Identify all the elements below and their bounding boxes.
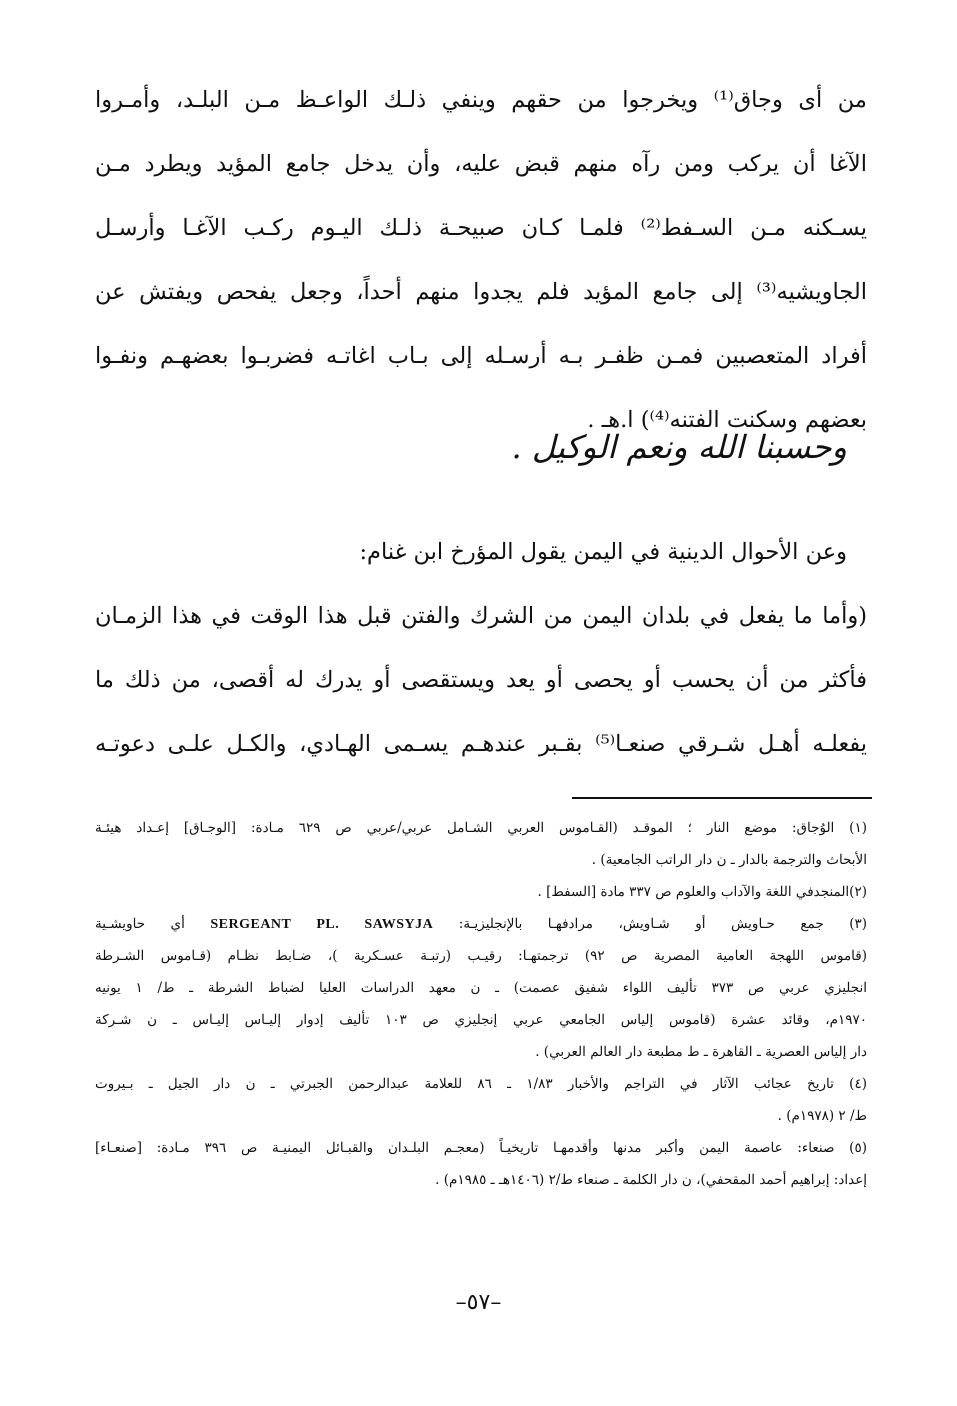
text-line: يسـكنه مـن السـفط⁽²⁾ فلمـا كـان صبيحـة ذلـك اليـوم ركـب الآغـا وأرسـل xyxy=(95,215,867,241)
footnote-line-mixed xyxy=(95,908,867,940)
footnote-line: (١) الوُجاق: موضع النار ؛ الموقـد (القـاموس العربي الشـامل عربي/عربي ص ٦٢٩ مـادة: [الوجـاق] إعـداد هيئـة xyxy=(95,820,867,836)
text-line: أفراد المتعصبين فمـن ظفـر بـه أرسـله إلى بـاب اغاتـه فضربـوا بعضهـم ونفـوا xyxy=(95,343,867,369)
page-number: –٥٧– xyxy=(455,1290,502,1315)
text-line: الآغا أن يركب ومن رآه منهم قبض عليه، وأن يدخل جامع المؤيد ويطرد مـن xyxy=(95,151,867,177)
footnote-line: إعداد: إبراهيم أحمد المقحفي)، ن دار الكلمة ـ صنعاء ط/٢ (١٤٠٦هـ ـ ١٩٨٥م) . xyxy=(435,1172,867,1188)
footnotes xyxy=(95,812,867,1196)
text-line: (وأما ما يفعل في بلدان اليمن من الشرك والفتن قبل هذا الوقت في هذا الزمـان xyxy=(95,603,867,629)
footnote-line: (٤) تاريخ عجائب الآثار في التراجم والأخبار ١/٨٣ ـ ٨٦ للعلامة عبدالرحمن الجبرتي ـ ن دار الجيل ـ بـيروت xyxy=(95,1076,867,1092)
footnote-line: ط/ ٢ (١٩٧٨م) . xyxy=(777,1108,867,1124)
footnote-line: انجليزي عربي ص ٣٧٣ تأليف اللواء شفيق عصمت) ـ ن معهد الدراسات العليا لضباط الشرطة ـ ط/ ١ يونيه xyxy=(95,980,867,996)
text-line: من أى وجاق⁽¹⁾ ويخرجوا من حقهم وينفي ذلـك الواعـظ مـن البلـد، وأمـروا xyxy=(95,87,867,113)
text-line: وعن الأحوال الدينية في اليمن يقول المؤرخ ابن غنام: xyxy=(359,539,847,565)
footnote-line: الأبحاث والترجمة بالدار ـ ن دار الراتب الجامعية) . xyxy=(591,852,867,868)
text-line: يفعلـه أهـل شـرقي صنعـا⁽⁵⁾ بقـبر عندهـم يسـمى الهـادي، والكـل علـى دعوتـه xyxy=(95,731,867,757)
footnote-text: أي حاويشـية xyxy=(95,916,185,932)
footnote-divider xyxy=(572,797,872,799)
footnote-latin-term: SERGEANT PL. SAWSYJA xyxy=(210,917,434,932)
footnote-text: (٣) جمع حـاويش أو شـاويش، مرادفهـا بالإنجليزيـة: xyxy=(458,916,867,932)
text-line: الجاويشيه⁽³⁾ إلى جامع المؤيد فلم يجدوا منهم أحداً، وجعل يفحص ويفتش عن xyxy=(95,279,867,305)
second-paragraph xyxy=(95,520,867,776)
main-paragraph xyxy=(95,68,867,452)
footnote-line: ١٩٧٠م، وقائد عشرة (قاموس إلياس الجامعي عربي إنجليزي ص ١٠٣ تأليف إدوار إليـاس إليـاس ـ ن شـركة xyxy=(95,1012,867,1028)
footnote-line: (قاموس اللهجة العامية المصرية ص ٩٢) ترجمتهـا: رقيـب (رتبـة عسـكرية )، ضـابط نظـام (قـاموس الشـرطة xyxy=(95,948,867,964)
footnote-line: (٥) صنعاء: عاصمة اليمن وأكبر مدنها وأقدمهـا تاريخيـاً (معجـم البلـدان والقبـائل اليمنيـة ص ٣٩٦ مـادة: [صنعـاء] xyxy=(95,1140,867,1156)
text-line: بعضهم وسكنت الفتنه⁽⁴⁾) ا.هـ . xyxy=(587,407,867,433)
text-line: فأكثر من أن يحسب أو يحصى أو يعد ويستقصى أو يدرك له أقصى، من ذلك ما xyxy=(95,667,867,693)
footnote-line: (٢)المنجدفي اللغة والآداب والعلوم ص ٣٣٧ مادة [السفط] . xyxy=(537,884,867,900)
closing-phrase: وحسبنا الله ونعم الوكيل . xyxy=(511,428,847,466)
footnote-line: دار إلياس العصرية ـ القاهرة ـ ط مطبعة دار العالم العربي) . xyxy=(535,1044,867,1060)
